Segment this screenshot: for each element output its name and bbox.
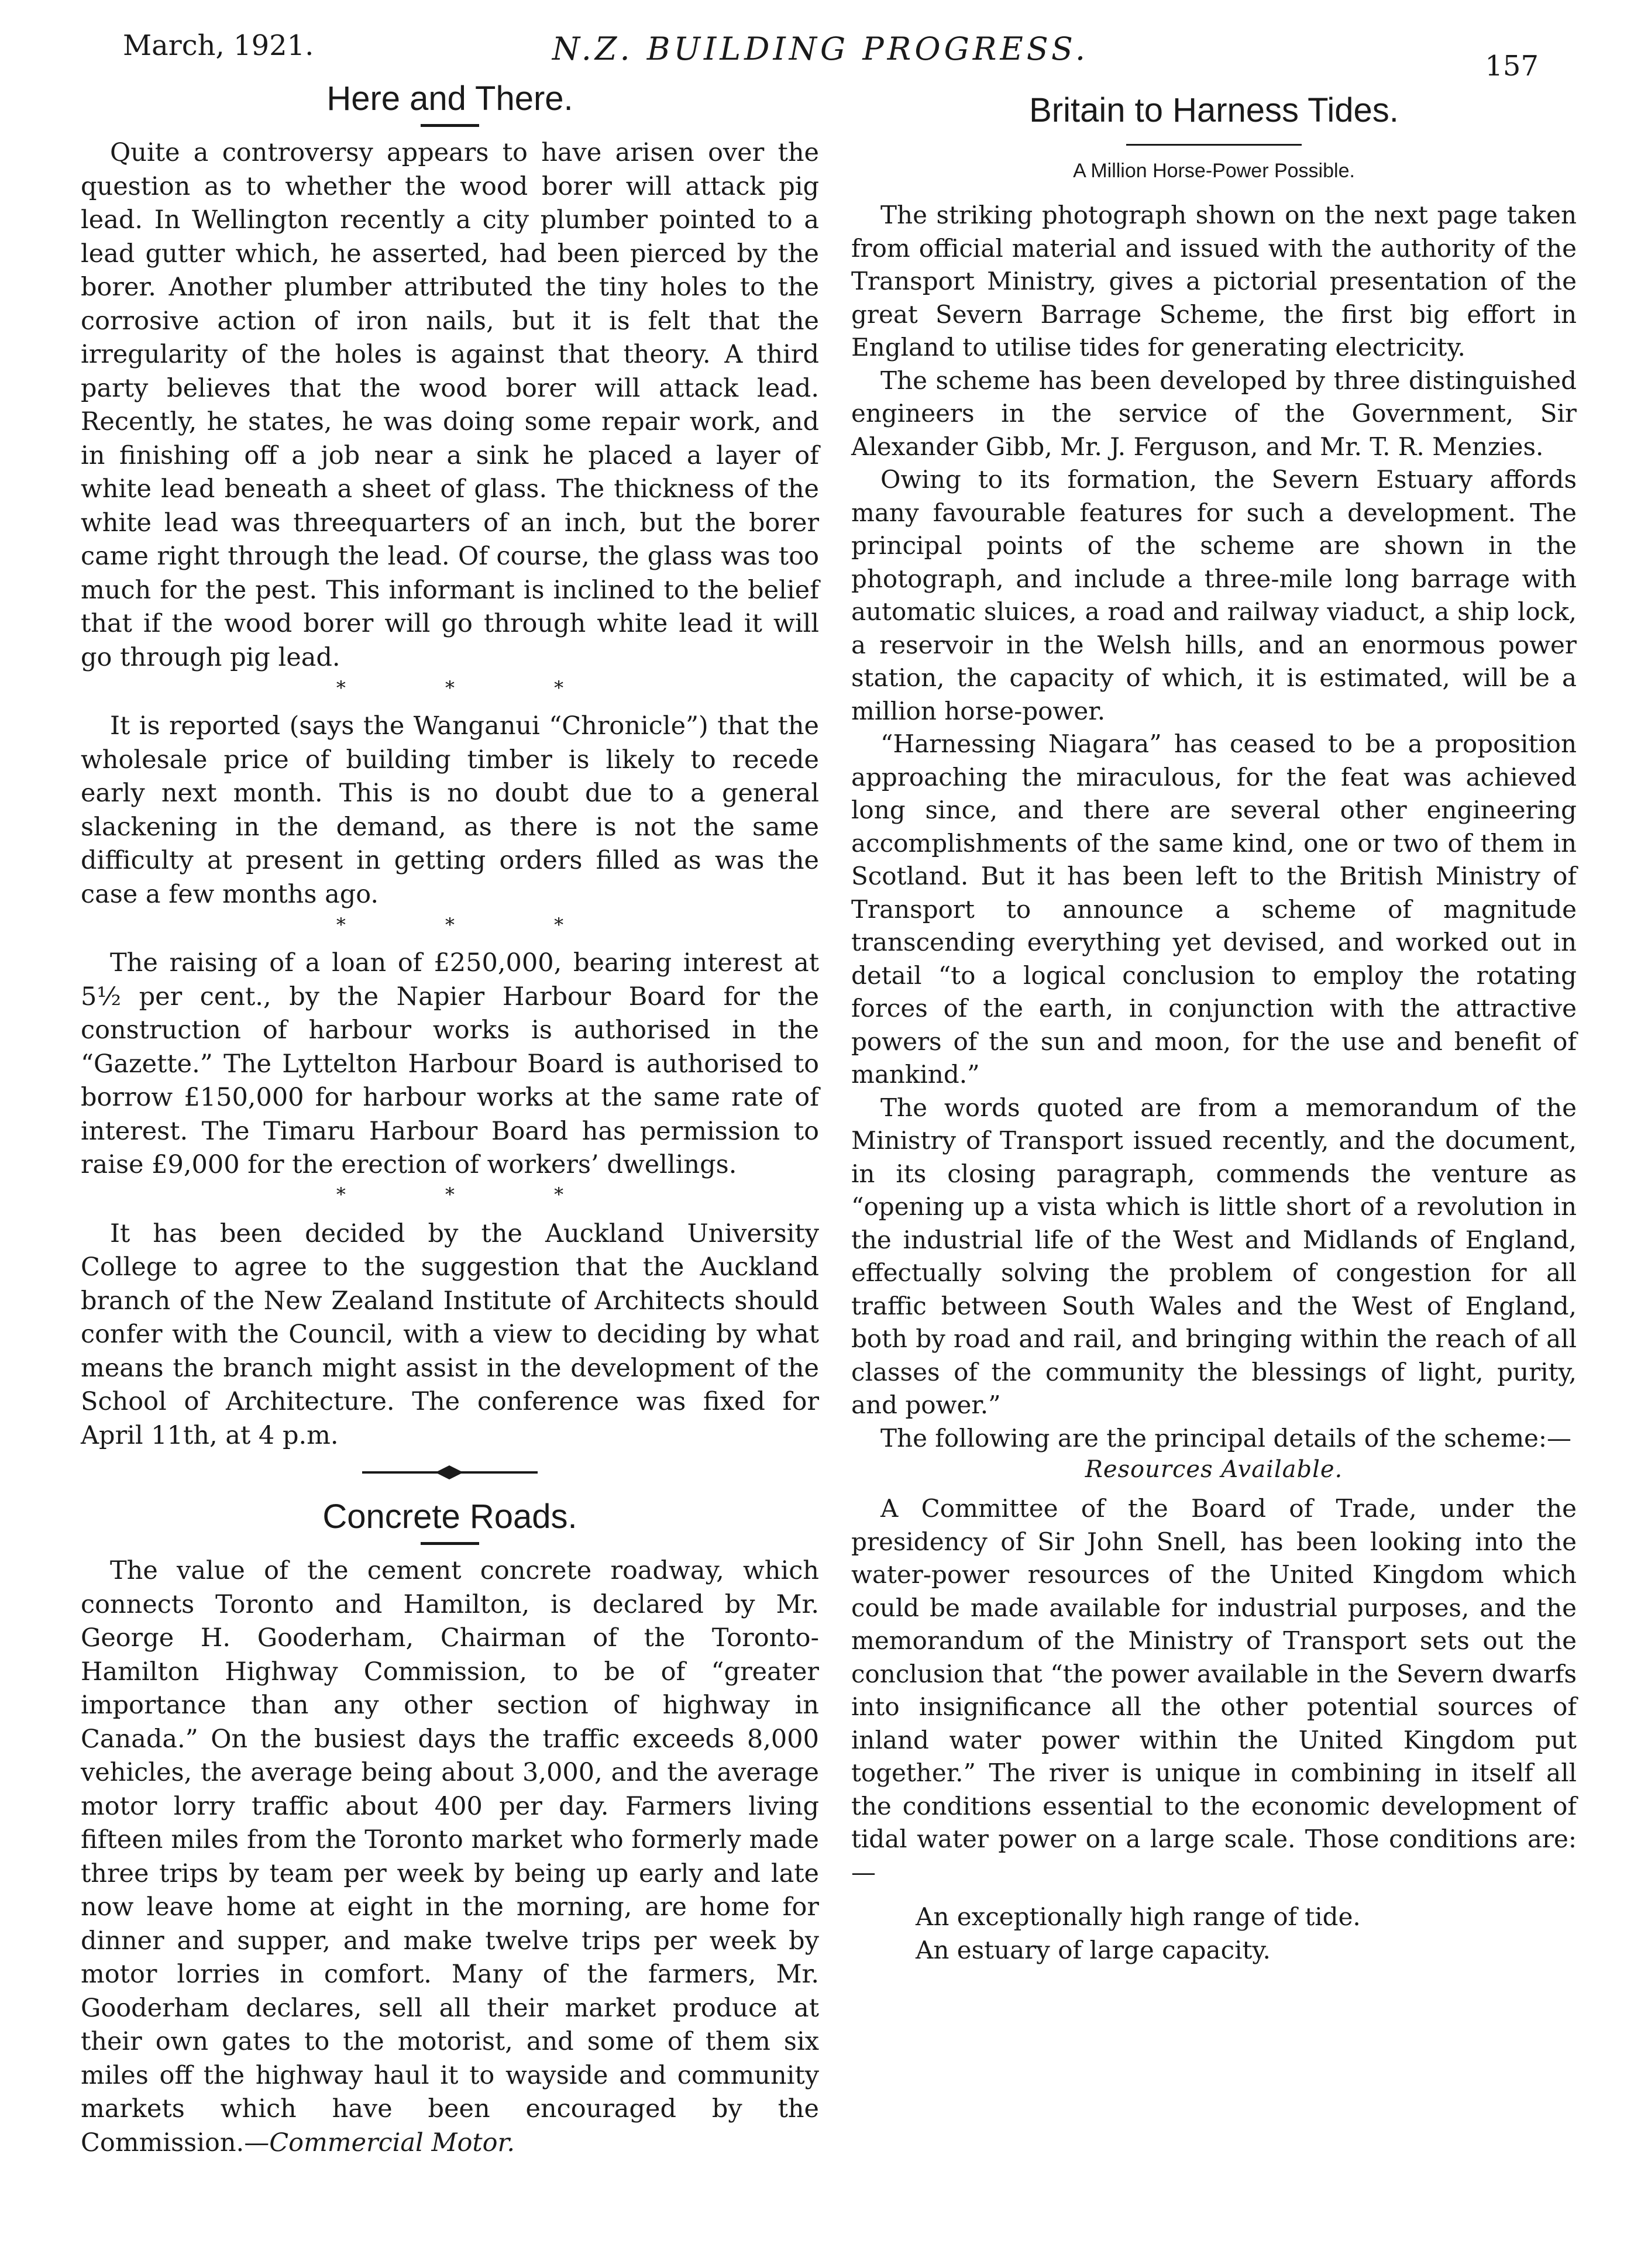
publication-title: N.Z. BUILDING PROGRESS. <box>552 30 1089 67</box>
ornamental-divider <box>362 1464 538 1482</box>
details-intro-paragraph: The following are the principal details of the scheme:— <box>880 1423 1572 1453</box>
section-separator-stars: * * * <box>336 1183 611 1206</box>
divider-diamond-icon <box>435 1465 463 1479</box>
harnessing-niagara-paragraph: “Harnessing Niagara” has ceased to be a proposition approaching the miraculous, for the feat was achieved long since, and there are several other engineering accomplishments of the same kind, one or two of them in Scotland. But it has been left to the British Ministry of Transport to announce a scheme of magnitude transcending everything yet devised, and worked out in detail “to a logical conclusion to employ the rotating forces of the earth, in conjunction with the attractive powers of the sun and moon, for the use and benefit of mankind.” <box>851 729 1577 1089</box>
left-column <box>81 76 819 2160</box>
source-attribution: Commercial Motor. <box>269 2128 515 2157</box>
harbour-loan-paragraph: The raising of a loan of £250,000, bearing interest at 5½ per cent., by the Napier Harbour Board for the construction of harbour works is authorised in the “Gazette.” The Lyttelton Harbour Board is authorised to borrow £150,000 for harbour works at the same rate of interest. The Timaru Harbour Board has permission to raise £9,000 for the erection of workers’ dwellings. <box>81 948 819 1179</box>
concrete-roads-paragraph <box>81 1554 819 2160</box>
auckland-architecture-paragraph: It has been decided by the Auckland University College to agree to the suggestion that the Auckland branch of the New Zealand Institute of Architects should confer with the Council, with a view to deciding by what means the branch might assist in the development of the School of Architecture. The conference was fixed for April 11th, at 4 p.m. <box>81 1219 819 1450</box>
section-separator-stars: * * * <box>336 914 611 936</box>
board-of-trade-paragraph: A Committee of the Board of Trade, under the presidency of Sir John Snell, has been looking into the water-power resources of the United Kingdom which could be made available for industrial purposes, and the memorandum of the Ministry of Transport sets out the conclusion that “the power available in the Severn dwarfs into insignificance all the other potential sources of inland water power within the United Kingdom put together.” The river is unique in combining in itself all the conditions essential to the economic development of tidal water power on a large scale. Those conditions are:— <box>851 1494 1577 1887</box>
severn-estuary-paragraph: Owing to its formation, the Severn Estuary affords many favourable features for such a development. The principal points of the scheme are shown in the photograph, and include a three-mile long barrage with automatic sluices, a road and railway viaduct, a ship lock, a reservoir in the Welsh hills, and an enormous power station, the capacity of which, it is estimated, will be a million horse-power. <box>851 465 1577 725</box>
concrete-roads-body: The value of the cement concrete roadway, which connects Toronto and Hamilton, is declared by Mr. George H. Gooderham, Chairman of the Toronto-Hamilton Highway Commission, to be of “greater importance than any other section of highway in Canada.” On the busiest days the traffic exceeds 8,000 vehicles, the average being about 3,000, and the average motor lorry traffic about 400 per day. Farmers living fifteen miles from the Toronto market who formerly made three trips by team per week by being up early and late now leave home at eight in the morning, are home for dinner and supper, and make twelve trips per week by motor lorries in comfort. Many of the farmers, Mr. Gooderham declares, sell all their market produce at their own gates to the motorist, and some of them six miles off the highway haul it to wayside and community markets which have been encouraged by the Commission.— <box>81 1556 819 2157</box>
condition-item: An exceptionally high range of tide. <box>916 1902 1361 1931</box>
resources-available-heading: Resources Available. <box>1085 1456 1343 1483</box>
wood-borer-paragraph: Quite a controversy appears to have arisen over the question as to whether the wood borer will attack pig lead. In Wellington recently a city plumber pointed to a lead gutter which, he asserted, had been pierced by the borer. Another plumber attributed the tiny holes to the corrosive action of iron nails, but it is felt that the irregularity of the holes is against that theory. A third party believes that the wood borer will attack lead. Recently, he states, he was doing some repair work, and in finishing off a job near a sink he placed a layer of white lead beneath a sheet of glass. The thickness of the white lead was threequarters of an inch, but the borer came right through the lead. Of course, the glass was too much for the pest. This informant is inclined to the belief that if the wood borer will go through white lead it will go through pig lead. <box>81 138 819 672</box>
title-rule <box>421 124 479 127</box>
page-number: 157 <box>1485 50 1539 82</box>
title-rule <box>1126 144 1302 146</box>
memorandum-paragraph: The words quoted are from a memorandum of the Ministry of Transport issued recently, and the document, in its closing paragraph, commends the venture as “opening up a vista which is little short of a revolution in the industrial life of the West and Midlands of England, effectually solving the problem of congestion for all traffic between South Wales and the West of England, both by road and rail, and bringing within the reach of all classes of the community the blessings of light, purity, and power.” <box>851 1093 1577 1419</box>
running-head <box>0 23 1641 82</box>
photograph-paragraph: The striking photograph shown on the next page taken from official material and issued with the authority of the Transport Ministry, gives a pictorial presentation of the great Severn Barrage Scheme, the first big effort in England to utilise tides for generating electricity. <box>851 201 1577 362</box>
here-and-there-title: Here and There. <box>326 80 573 118</box>
right-column <box>851 76 1577 1967</box>
timber-price-paragraph: It is reported (says the Wanganui “Chronicle”) that the wholesale price of building timber is likely to recede early next month. This is no doubt due to a general slackening in the demand, as there is not the same difficulty at present in getting orders filled as was the case a few months ago. <box>81 711 819 909</box>
title-rule <box>421 1542 479 1545</box>
issue-date: March, 1921. <box>123 29 314 62</box>
engineers-paragraph: The scheme has been developed by three distinguished engineers in the service of the Government, Sir Alexander Gibb, Mr. J. Ferguson, and Mr. T. R. Menzies. <box>851 366 1577 461</box>
britain-tides-title: Britain to Harness Tides. <box>1029 91 1399 129</box>
concrete-roads-title: Concrete Roads. <box>322 1498 577 1536</box>
article-subtitle: A Million Horse-Power Possible. <box>1073 160 1355 182</box>
condition-item: An estuary of large capacity. <box>916 1935 1271 1964</box>
section-separator-stars: * * * <box>336 677 611 699</box>
